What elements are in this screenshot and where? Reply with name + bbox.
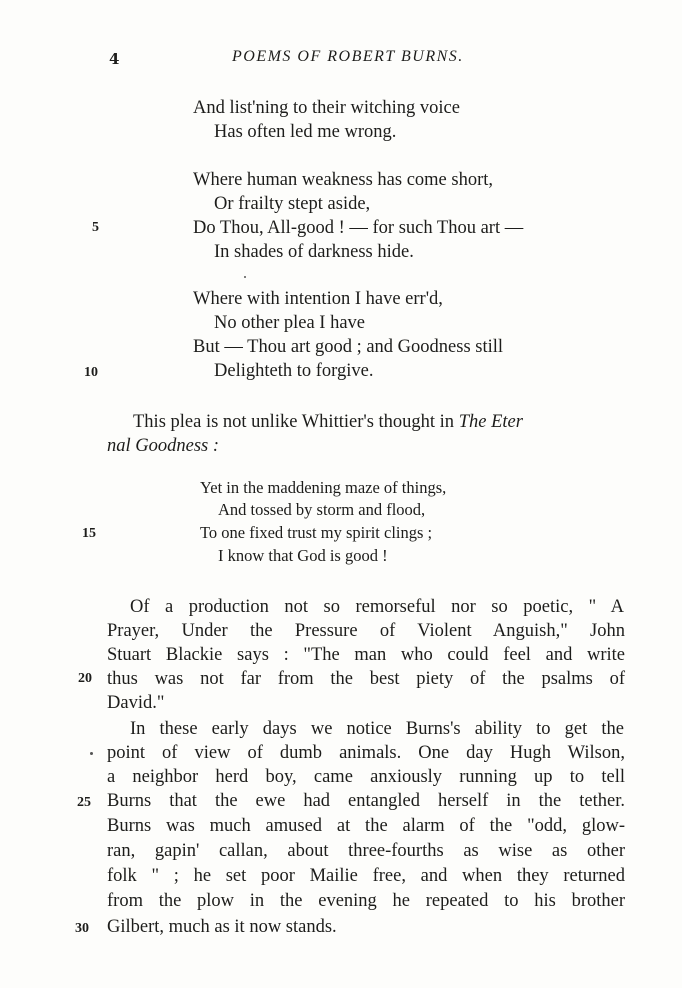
poem-line: But — Thou art good ; and Goodness still [193,337,504,357]
paragraph-line: Prayer, Under the Pressure of Violent Anguish," John [107,621,625,641]
poem-line: Do Thou, All-good ! — for such Thou art — [193,218,524,238]
line-number: 20 [78,671,92,686]
paragraph-line: Of a production not so remorseful nor so poetic, " A [130,597,624,617]
paragraph-line: Burns was much amused at the alarm of the "odd, glow- [107,816,625,836]
margin-speck [90,752,93,755]
line-number: 30 [75,921,89,936]
paragraph-line: In these early days we notice Burns's ability to get the [130,719,624,739]
commentary-line [107,434,219,458]
quote-line: And tossed by storm and flood, [218,500,426,519]
page-number: 4 [109,50,120,68]
quote-line: To one fixed trust my spirit clings ; [200,523,433,542]
poem-title-italic: nal Goodness : [107,436,220,456]
quote-line: Yet in the maddening maze of things, [200,478,447,497]
line-number: 10 [84,365,98,380]
poem-title-italic: The Eter [458,412,523,432]
page-header [0,48,682,72]
poem-line: Delighteth to forgive. [214,361,374,381]
paragraph-line: folk " ; he set poor Mailie free, and when they returned [107,866,625,886]
poem-line: Where with intention I have err'd, [193,289,443,309]
paragraph-line: Burns that the ewe had entangled herself in the tether. [107,791,625,811]
running-head: POEMS OF ROBERT BURNS. [232,48,464,65]
poem-line: And list'ning to their witching voice [193,98,460,118]
paragraph-line: Stuart Blackie says : "The man who could feel and write [107,645,625,665]
paragraph-line: ran, gapin' callan, about three-fourths as wise as other [107,841,625,861]
paragraph-line: Gilbert, much as it now stands. [107,917,337,937]
poem-line: Has often led me wrong. [214,122,397,142]
paragraph-line: thus was not far from the best piety of the psalms of [107,669,625,689]
commentary-line [133,410,523,434]
commentary-text: This plea is not unlike Whittier's thought in [133,412,459,432]
paragraph-line: point of view of dumb animals. One day Hugh Wilson, [107,743,625,763]
quote-line: I know that God is good ! [218,546,388,565]
line-number: 15 [82,526,96,541]
margin-speck [244,276,246,278]
poem-line: No other plea I have [214,313,366,333]
paragraph-line: a neighbor herd boy, came anxiously running up to tell [107,767,625,787]
poem-line: In shades of darkness hide. [214,242,414,262]
paragraph-line: from the plow in the evening he repeated to his brother [107,891,625,911]
line-number: 5 [92,220,99,235]
paragraph-line: David." [107,693,165,713]
poem-line: Where human weakness has come short, [193,170,494,190]
line-number: 25 [77,795,91,810]
poem-line: Or frailty stept aside, [214,194,371,214]
